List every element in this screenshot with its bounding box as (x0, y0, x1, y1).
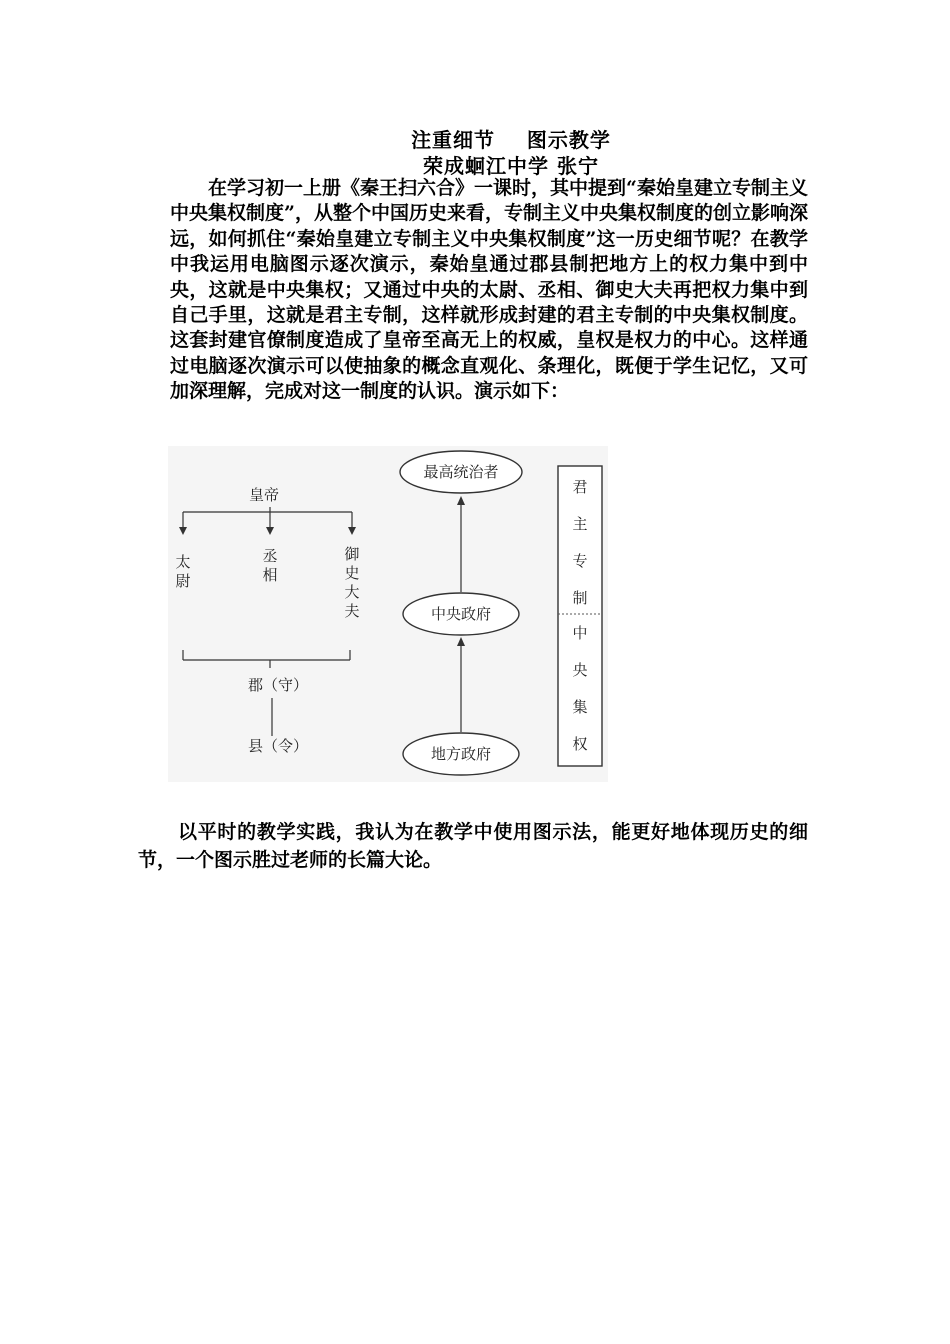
system-diagram (168, 446, 608, 782)
arrowhead-taiwei (179, 527, 187, 535)
ministers-group (175, 545, 359, 620)
intro-paragraph: 在学习初一上册《秦王扫六合》一课时，其中提到“秦始皇建立专制主义中央集权制度”，从整个中国历史来看，专制主义中央集权制度的创立影响深远，如何抓住“秦始皇建立专制主义中央集权制度”这一历史细节呢？在教学中我运用电脑图示逐次演示，秦始皇通过郡县制把地方上的权力集中到中央，这就是中央集权；又通过中央的太尉、丞相、御史大夫再把权力集中到自己手里，这就是君主专制，这样就形成封建的君主专制的中央集权制度。这套封建官僚制度造成了皇帝至高无上的权威，皇权是权力的中心。这样通过电脑逐次演示可以使抽象的概念直观化、条理化，既便于学生记忆，又可加深理解，完成对这一制度的认识。演示如下： (170, 177, 808, 403)
autocracy-label: 君主专制 (572, 478, 588, 607)
commandery-label: 郡（守） (247, 676, 309, 694)
arrowhead-chengxiang (266, 527, 274, 535)
local-gov-label: 地方政府 (430, 745, 492, 763)
document-title: 注重细节 图示教学 (411, 128, 611, 152)
top-ruler-label: 最高统治者 (423, 463, 499, 481)
arrowhead-yushidafu (348, 527, 356, 535)
conclusion-paragraph: 以平时的教学实践，我认为在教学中使用图示法，能更好地体现历史的细节，一个图示胜过老师的长篇大论。 (138, 821, 808, 871)
county-label: 县（令） (247, 737, 309, 755)
central-gov-label: 中央政府 (430, 605, 492, 623)
emperor-label: 皇帝 (248, 486, 280, 504)
side-box (558, 466, 602, 766)
flow-arrowhead-upper (457, 496, 465, 505)
minister-label: 太尉 (175, 553, 191, 590)
centralization-label: 中央集权 (572, 624, 588, 753)
flow-arrowhead-lower (457, 637, 465, 646)
minister-label: 丞相 (262, 547, 278, 584)
document-author: 荣成蛔江中学 张宁 (423, 154, 599, 178)
minister-label: 御史大夫 (344, 545, 360, 620)
